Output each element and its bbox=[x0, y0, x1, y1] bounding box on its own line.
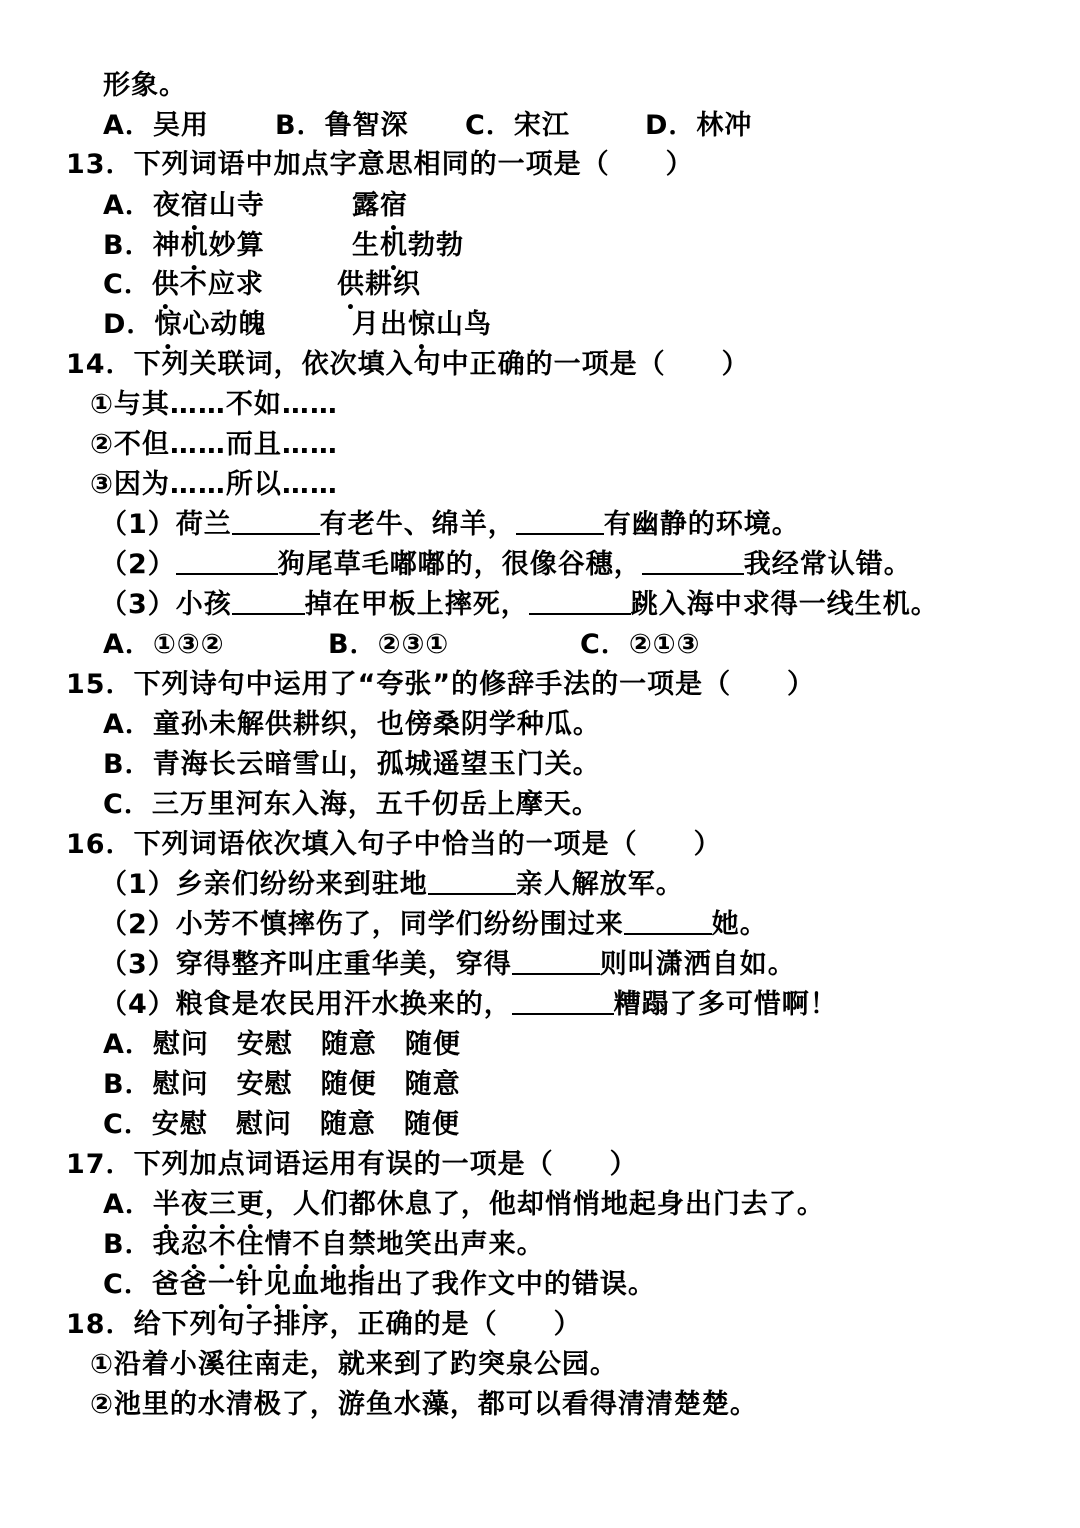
q12-option-a: A．吴用 bbox=[103, 110, 209, 141]
q16-stem: 16．下列词语依次填入句子中恰当的一项是（ ） bbox=[66, 829, 722, 860]
q12-option-c: C．宋江 bbox=[465, 110, 570, 141]
q14-sentence-1: （1）荷兰 有老牛、绵羊， 有幽静的环境。 bbox=[100, 509, 800, 540]
q14-sentence-3: （3）小孩 掉在甲板上摔死， 跳入海中求得一线生机。 bbox=[100, 589, 939, 620]
q17-stem: 17．下列加点词语运用有误的一项是（ ） bbox=[66, 1149, 638, 1180]
answer-blank[interactable] bbox=[512, 987, 614, 1015]
answer-blank[interactable] bbox=[176, 547, 278, 575]
answer-blank[interactable] bbox=[516, 507, 604, 535]
answer-blank[interactable] bbox=[428, 867, 516, 895]
q13-option-a: A．夜宿山寺 bbox=[103, 190, 265, 221]
q17-option-c: C．爸爸一针见血地指出了我作文中的错误。 bbox=[103, 1269, 656, 1300]
q14-pair-3: ③因为……所以…… bbox=[90, 469, 338, 500]
q17-option-a: A．半夜三更，人们都休息了，他却悄悄地起身出门去了。 bbox=[103, 1189, 825, 1220]
answer-blank[interactable] bbox=[642, 547, 744, 575]
q15-option-a: A．童孙未解供耕织，也傍桑阴学种瓜。 bbox=[103, 709, 601, 740]
q16-sentence-4: （4）粮食是农民用汗水换来的， 糟蹋了多可惜啊！ bbox=[100, 989, 838, 1020]
q15-option-b: B．青海长云暗雪山，孤城遥望玉门关。 bbox=[103, 749, 601, 780]
answer-blank[interactable] bbox=[232, 507, 320, 535]
q13-option-a-word2: 露宿 bbox=[352, 190, 408, 221]
q14-sentence-2: （2） 狗尾草毛嘟嘟的，很像谷穗， 我经常认错。 bbox=[100, 549, 912, 580]
q16-sentence-2: （2）小芳不慎摔伤了，同学们纷纷围过来 她。 bbox=[100, 909, 768, 940]
q15-option-c: C．三万里河东入海，五千仞岳上摩天。 bbox=[103, 789, 600, 820]
q13-option-d: D．惊心动魄 bbox=[103, 309, 267, 340]
q12-option-d: D．林冲 bbox=[645, 110, 753, 141]
answer-blank[interactable] bbox=[232, 587, 305, 615]
q13-option-b: B．神机妙算 bbox=[103, 230, 265, 261]
q13-option-c: C．供不应求 bbox=[103, 269, 264, 300]
answer-blank[interactable] bbox=[624, 907, 712, 935]
q13-option-d-word2: 月出惊山鸟 bbox=[352, 309, 492, 340]
continuation-text: 形象。 bbox=[103, 70, 187, 101]
q16-option-c: C．安慰 慰问 随意 随便 bbox=[103, 1109, 460, 1140]
q14-stem: 14．下列关联词，依次填入句中正确的一项是（ ） bbox=[66, 349, 750, 380]
q13-option-b-word2: 生机勃勃 bbox=[352, 230, 464, 261]
q13-stem: 13．下列词语中加点字意思相同的一项是（ ） bbox=[66, 149, 694, 180]
q14-option-c: C．②①③ bbox=[580, 629, 701, 660]
q16-sentence-1: （1）乡亲们纷纷来到驻地 亲人解放军。 bbox=[100, 869, 684, 900]
q15-stem: 15．下列诗句中运用了“夸张”的修辞手法的一项是（ ） bbox=[66, 669, 816, 700]
q12-option-b: B．鲁智深 bbox=[275, 110, 409, 141]
q14-pair-2: ②不但……而且…… bbox=[90, 429, 338, 460]
q16-option-b: B．慰问 安慰 随便 随意 bbox=[103, 1069, 461, 1100]
q18-stem: 18．给下列句子排序，正确的是（ ） bbox=[66, 1309, 582, 1340]
q18-item-1: ①沿着小溪往南走，就来到了趵突泉公园。 bbox=[90, 1349, 618, 1380]
q16-option-a: A．慰问 安慰 随意 随便 bbox=[103, 1029, 461, 1060]
q17-option-b: B．我忍不住情不自禁地笑出声来。 bbox=[103, 1229, 545, 1260]
q16-sentence-3: （3）穿得整齐叫庄重华美，穿得 则叫潇洒自如。 bbox=[100, 949, 796, 980]
q14-option-b: B．②③① bbox=[328, 629, 450, 660]
q18-item-2: ②池里的水清极了，游鱼水藻，都可以看得清清楚楚。 bbox=[90, 1389, 758, 1420]
answer-blank[interactable] bbox=[529, 587, 631, 615]
q13-option-c-word2: 供耕织 bbox=[337, 269, 421, 300]
answer-blank[interactable] bbox=[512, 947, 600, 975]
q14-option-a: A．①③② bbox=[103, 629, 225, 660]
q14-pair-1: ①与其……不如…… bbox=[90, 389, 338, 420]
